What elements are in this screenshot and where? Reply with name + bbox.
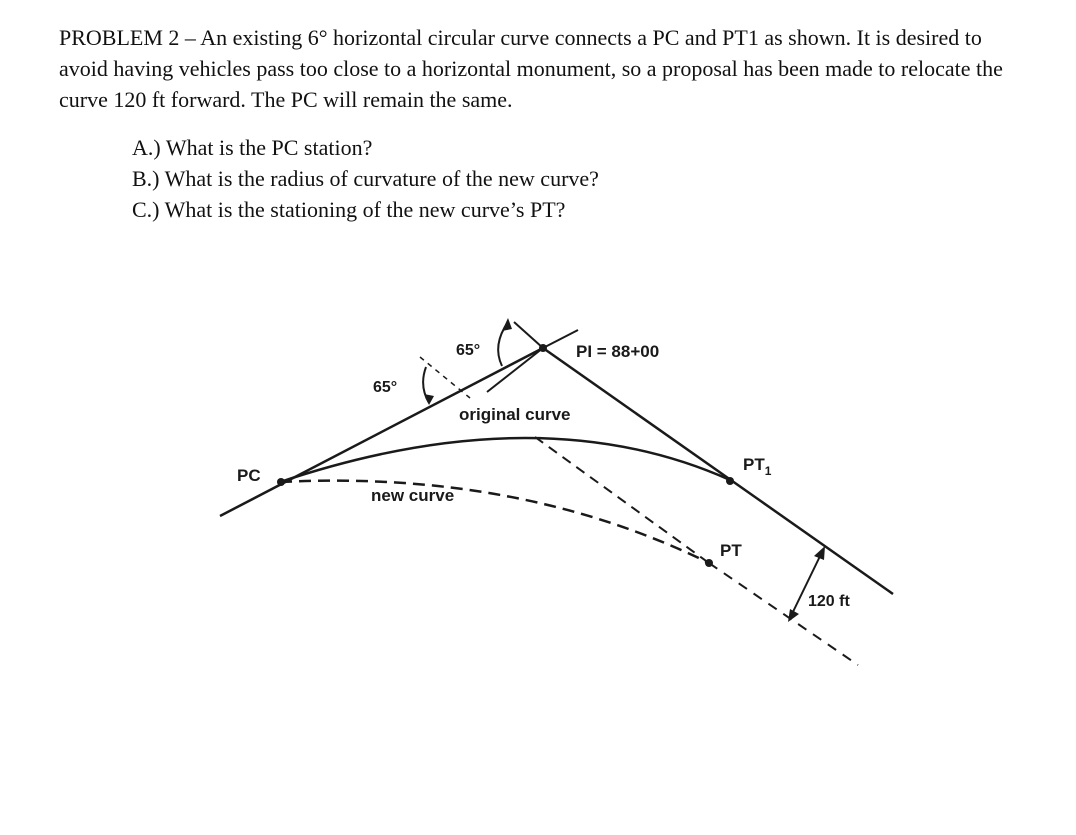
angle-arrow-upper <box>502 318 512 331</box>
pi-point <box>539 344 547 352</box>
offset-label: 120 ft <box>808 593 850 610</box>
offset-arrow-bottom <box>788 609 799 622</box>
angle-arrow-lower <box>424 394 434 405</box>
question-b: B.) What is the radius of curvature of the new curve? <box>132 166 599 191</box>
angle-label-upper: 65° <box>456 342 481 359</box>
tangent-extension-line <box>514 322 543 348</box>
original-curve-label: original curve <box>459 405 571 424</box>
question-c: C.) What is the stationing of the new curve’s PT? <box>132 197 566 222</box>
pc-point <box>277 478 285 486</box>
pt-label: PT <box>720 541 742 560</box>
new-tangent-dashed-line <box>535 437 709 563</box>
pt-point <box>705 559 713 567</box>
back-tangent-extension-line <box>543 330 578 348</box>
new-curve-label: new curve <box>371 486 455 505</box>
problem-text: PROBLEM 2 – An existing 6° horizontal circular curve connects a PC and PT1 as shown. It is desired to avoid having vehicles pass too close to a horizontal monument, so a proposal has been made to relocate the curve 120 ft forward. The PC will remain the same. <box>59 25 1003 112</box>
new-curve-path <box>280 481 709 563</box>
pi-to-angle-line <box>487 348 543 392</box>
offset-arrow-top <box>814 546 825 560</box>
pt1-point <box>726 477 734 485</box>
angle-dashed-line <box>420 357 470 398</box>
new-forward-tangent-dashed-line <box>709 563 858 665</box>
pc-label: PC <box>237 466 261 485</box>
original-curve-path <box>280 438 730 482</box>
angle-label-lower: 65° <box>373 379 398 396</box>
forward-tangent-line <box>543 348 893 594</box>
question-a: A.) What is the PC station? <box>132 135 373 160</box>
pt1-label: $PT_1$ <box>743 455 772 478</box>
pi-label: PI = 88+00 <box>576 342 660 361</box>
